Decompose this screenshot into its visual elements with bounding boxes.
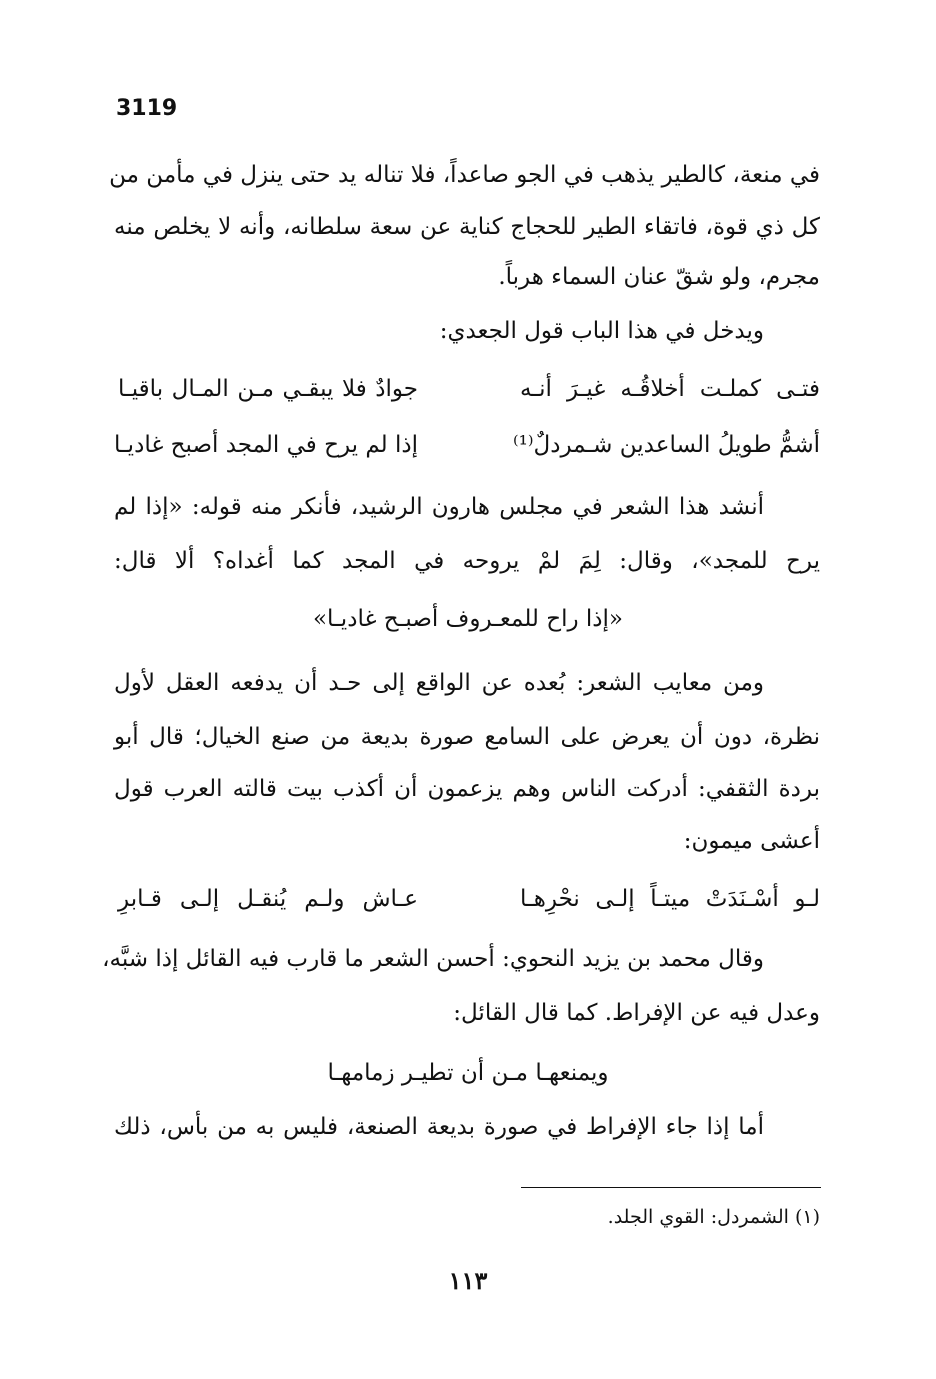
footnote: (١) الشمردل: القوي الجلد.	[607, 1206, 820, 1228]
footnote-divider	[521, 1187, 821, 1188]
text-line: نظرة، دون أن يعرض على السامع صورة بديعة من صنع الخيال؛ قال أبو	[114, 724, 820, 750]
text-line: وعدل فيه عن الإفراط. كما قال القائل:	[453, 1000, 820, 1026]
verse-3-first-hemistich: لـو أسْـنَدَتْ ميتـاً إلـى نحْرِهـا	[520, 886, 820, 912]
verse-3-second-hemistich: عـاش ولـم يُنقـل إلـى قـابرِ	[118, 886, 418, 912]
text-line: يرح للمجد»، وقال: لِمَ لمْ يروحه في المجد كما أغداه؟ ألا قال:	[114, 548, 820, 574]
text-line: أعشى ميمون:	[683, 828, 820, 854]
verse-2-first-hemistich: أشمُّ طويلُ الساعدين شـمردلٌ⁽¹⁾	[512, 432, 820, 458]
verse-1-first-hemistich: فتـى كملـت أخلاقُـه غيـرَ أنـه	[520, 376, 820, 402]
text-line: كل ذي قوة، فاتقاء الطير للحجاج كناية عن سعة سلطانه، وأنه لا يخلص منه	[114, 214, 820, 240]
page-number: ١١٣	[448, 1266, 488, 1295]
serial-number: 3119	[116, 96, 178, 121]
text-line: بردة الثقفي: أدركت الناس وهم يزعمون أن أكذب بيت قالته العرب قول	[114, 776, 820, 802]
quoted-hemistich: ويمنعهـا مـن أن تطيـر زمامهـا	[327, 1060, 609, 1086]
verse-2-second-hemistich: إذا لم يرح في المجد أصبح غاديـا	[113, 432, 418, 458]
text-line: مجرم، ولو شقّ عنان السماء هرباً.	[498, 264, 820, 290]
text-line: وقال محمد بن يزيد النحوي: أحسن الشعر ما قارب فيه القائل إذا شبَّه،	[102, 946, 764, 972]
text-line: في منعة، كالطير يذهب في الجو صاعداً، فلا تناله يد حتى ينزل في مأمن من	[109, 162, 820, 188]
verse-1-second-hemistich: جوادٌ فلا يبقـي مـن المـال باقيـا	[118, 376, 418, 402]
text-line: أما إذا جاء الإفراط في صورة بديعة الصنعة، فليس به من بأس، ذلك	[114, 1114, 764, 1140]
quoted-hemistich: «إذا راح للمعـروف أصبـح غاديـا»	[312, 606, 624, 632]
text-line: ومن معايب الشعر: بُعده عن الواقع إلى حـد أن يدفعه العقل لأول	[114, 670, 764, 696]
verse-intro: ويدخل في هذا الباب قول الجعدي:	[439, 318, 764, 344]
text-line: أنشد هذا الشعر في مجلس هارون الرشيد، فأنكر منه قوله: «إذا لم	[114, 494, 764, 520]
